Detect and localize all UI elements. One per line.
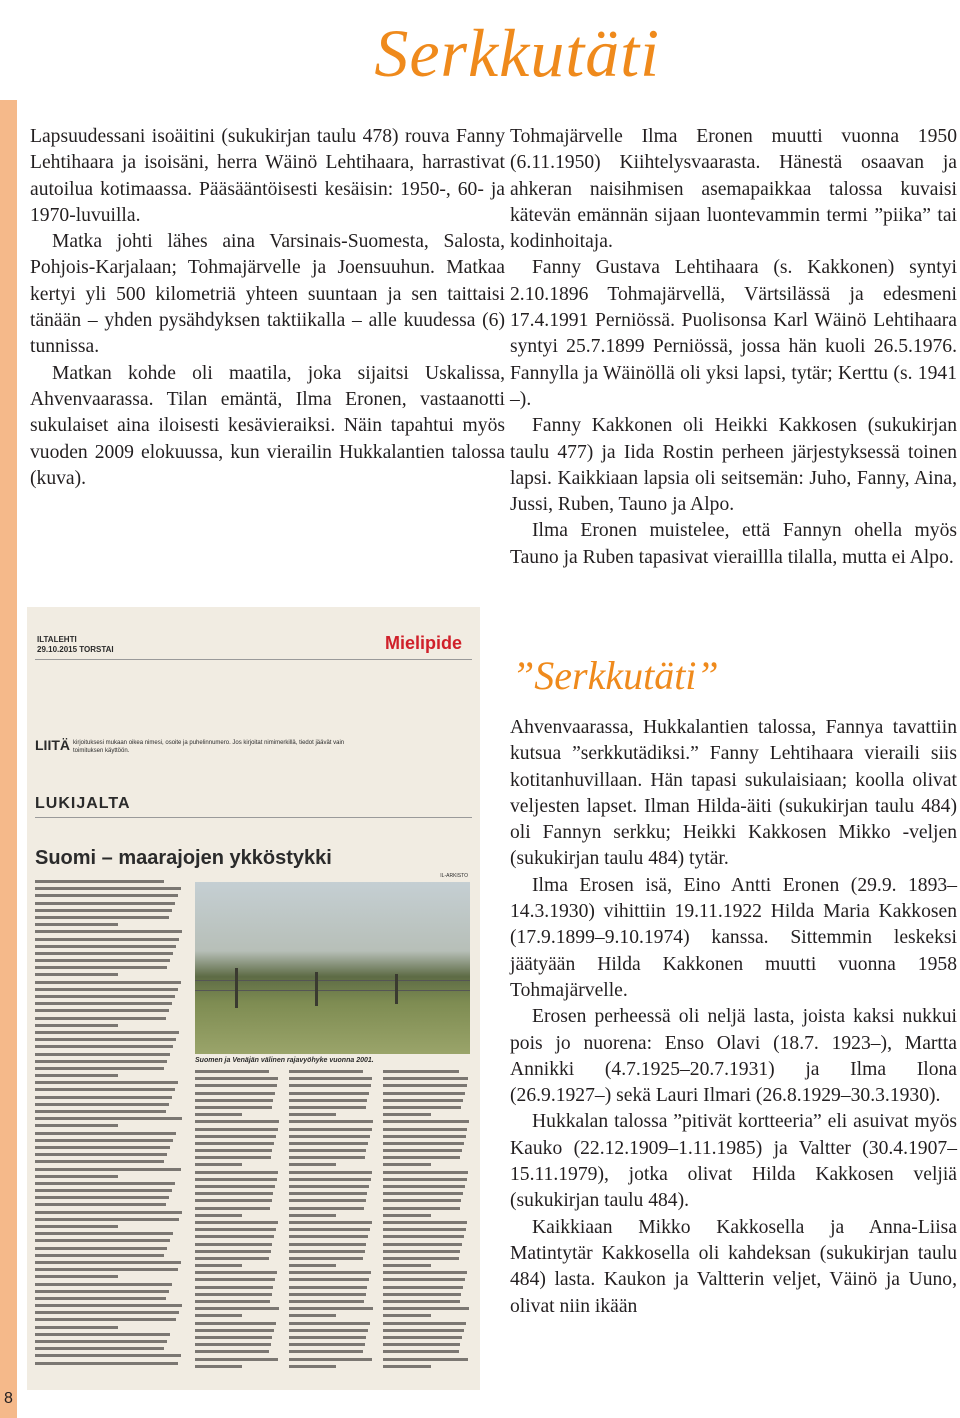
clipping-text-column (35, 879, 187, 1368)
right-column-bottom (510, 715, 957, 1320)
section-subheading: ”Serkkutäti” (512, 653, 719, 698)
paragraph: Hukkalan talossa ”pitivät kortteeria” eli asuivat myös Kauko (22.12.1909–1.11.1985) ja Valtter (30.4.1907–15.11.1979), jotka olivat Hilda Kakkosen veljiä (sukukirjan taulu 484). (510, 1111, 957, 1212)
clipping-liita-note: kirjoituksesi mukaan oikea nimesi, osoite ja puhelinnumero. Jos kirjoitat nimimerkillä, tiedot jäävät vain toimituksen käyttöön. (73, 740, 345, 754)
paragraph: Tohmajärvelle Ilma Eronen muutti vuonna 1950 (6.11.1950) Kiihtelysvaarasta. Hänestä osaavan ja ahkeran naisihmisen asemapaikkaa talossa kuvaisi kätevän emännän sijaan luontevammin termi ”piika” tai kodinhoitaja. (510, 126, 957, 253)
paragraph: Erosen perheessä oli neljä lasta, joista kaksi nukkui pois jo nuorena: Enso Olavi (18.7. 1923–), Martta Annikki (4.7.1925–20.7.1931) ja Ilma Ilona (26.9.1927–) sekä Lauri Ilmari (26.8.1929–30.3.1930). (510, 1006, 957, 1107)
right-column-top (510, 124, 957, 571)
divider (35, 659, 472, 660)
clipping-headline: Suomi – maarajojen ykköstykki (35, 847, 332, 869)
clipping-text-column (383, 1069, 473, 1371)
clipping-masthead (37, 635, 114, 655)
clipping-photo-credit: IL-ARKISTO (440, 873, 468, 879)
paragraph: Lapsuudessani isoäitini (sukukirjan taulu 478) rouva Fanny Lehtihaara ja isoisäni, herra Wäinö Lehtihaara, harrastivat autoilua kotimaassa. Pääsääntöisesti kesäisin: 1950-, 60- ja 1970-luvuilla. (30, 126, 505, 226)
clipping-lukijalta: LUKIJALTA (35, 795, 131, 812)
paragraph: Matka johti lähes aina Varsinais-Suomesta, Salosta, Pohjois-Karjalaan; Tohmajärvelle ja Joensuuhun. Matkaa kertyi yli 500 kilometriä yhteen suuntaan ja sen taittaisi tänään – yhden pysähdyksen taktiikalla – alle kuudessa (6) tunnissa. (30, 231, 505, 358)
side-color-bar (0, 100, 17, 1418)
clipping-text-column (289, 1069, 377, 1371)
clipping-text-column (195, 1069, 283, 1371)
paragraph: Fanny Gustava Lehtihaara (s. Kakkonen) syntyi 2.10.1896 Tohmajärvellä, Värtsilässä ja edesmeni 17.4.1991 Perniössä. Puolisonsa Karl Wäinö Lehtihaara syntyi 25.7.1899 Perniössä, jossa hän kuoli 26.5.1976. Fannylla ja Wäinöllä oli yksi lapsi, tytär; Kerttu (s. 1941 –). (510, 257, 957, 410)
newspaper-clipping (27, 607, 480, 1390)
page-title: Serkkutäti (374, 15, 660, 91)
clipping-photo-caption: Suomen ja Venäjän välinen rajavyöhyke vuonna 2001. (195, 1057, 374, 1064)
paragraph: Ilma Erosen isä, Eino Antti Eronen (29.9. 1893–14.3.1930) vihittiin 19.11.1922 Hilda Maria Kakkosen (17.9.1899–9.10.1974) kanssa. Sittemmin leskeksi jäätyään Hilda Kakkonen muutti vuonna 1958 Tohmajärvelle. (510, 874, 957, 1001)
masthead-date: 29.10.2015 TORSTAI (37, 645, 114, 654)
clipping-photo (195, 882, 470, 1054)
paragraph: Fanny Kakkonen oli Heikki Kakkosen (sukukirjan taulu 477) ja Iida Rostin perheen järjestyksessä toinen lapsi. Kaikkiaan lapsia oli seitsemän: Juho, Fanny, Aina, Jussi, Ruben, Tauno ja Alpo. (510, 415, 957, 516)
masthead-paper: ILTALEHTI (37, 635, 77, 644)
page-number: 8 (4, 1390, 13, 1407)
clipping-liita-heading: LIITÄ (35, 737, 70, 753)
clipping-section-title: Mielipide (384, 633, 462, 653)
paragraph: Ilma Eronen muistelee, että Fannyn ohella myös Tauno ja Ruben tapasivat vieraillla tilalla, mutta ei Alpo. (510, 520, 957, 568)
paragraph: Kaikkiaan Mikko Kakkosella ja Anna-Liisa Matintytär Kakkosella oli kahdeksan (sukukirjan taulu 484) lasta. Kaukon ja Valtterin veljet, Väinö ja Uuno, olivat niin ikään (510, 1216, 957, 1317)
paragraph: Matkan kohde oli maatila, joka sijaitsi Uskalissa, Ahvenvaarassa. Tilan emäntä, Ilma Eronen, vastaanotti sukulaiset aina iloisesti kesävieraiksi. Näin tapahtui myös vuoden 2009 elokuussa, kun vierailin Hukkalantien talossa (kuva). (30, 362, 505, 489)
paragraph: Ahvenvaarassa, Hukkalantien talossa, Fannya tavattiin kutsua ”serkkutädiksi.” Fanny Lehtihaara vieraili siis kotitanhuvillaan. Hän tapasi sukulaisiaan; koolla olivat veljesten lapset. Ilman Hilda-äiti (sukukirjan taulu 484) oli Fannyn serkku; Heikki Kakkosen Mikko -veljen (sukukirjan taulu 484) tytär. (510, 717, 957, 870)
left-column (30, 124, 505, 492)
divider (35, 817, 472, 818)
